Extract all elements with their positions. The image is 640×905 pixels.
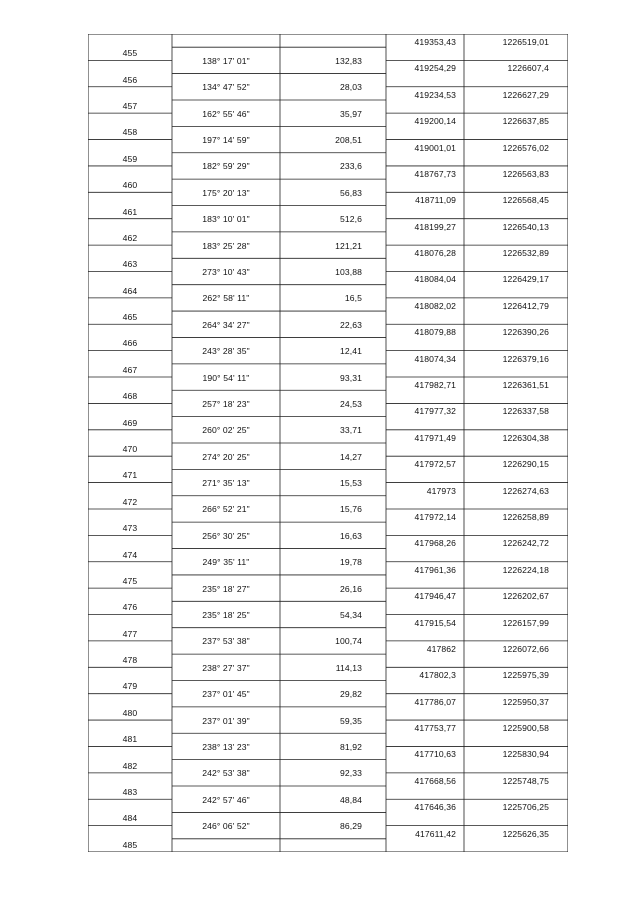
coord-y: 1226429,17 [502,274,549,285]
point-number: 476 [122,602,138,613]
direction-angle: 262° 58' 11" [202,293,250,304]
coord-x: 417646,36 [414,802,456,813]
coord-x: 418767,73 [414,168,456,179]
coord-x: 417968,26 [414,538,456,549]
segment-distance: 86,29 [339,821,362,832]
point-number: 483 [122,787,138,798]
point-number: 472 [122,496,138,507]
segment-distance: 29,82 [339,689,362,700]
point-number: 455 [122,48,138,59]
coord-y: 1226072,66 [502,643,549,654]
point-number: 461 [122,206,138,217]
segment-distance: 16,5 [344,293,362,304]
direction-angle: 249° 35' 11" [202,557,250,568]
direction-angle: 243° 28' 35" [202,346,250,357]
coord-y: 1225975,39 [502,670,549,681]
coord-y: 1226540,13 [502,221,549,232]
direction-angle: 271° 35' 13" [202,478,250,489]
direction-angle: 183° 25' 28" [202,240,250,251]
segment-distance: 100,74 [335,636,362,647]
direction-angle: 237° 53' 38" [202,636,250,647]
coord-x: 417753,77 [414,723,456,734]
segment-distance: 92,33 [339,768,362,779]
point-number: 460 [122,180,138,191]
point-number: 458 [122,127,138,138]
point-number: 480 [122,707,138,718]
segment-distance: 33,71 [339,425,362,436]
coord-x: 419200,14 [414,116,456,127]
point-number: 467 [122,364,138,375]
direction-angle: 242° 53' 38" [202,768,250,779]
segment-distance: 103,88 [335,266,362,277]
segment-distance: 28,03 [339,82,362,93]
point-number: 478 [122,655,138,666]
point-number: 473 [122,523,138,534]
coord-y: 1226258,89 [502,511,549,522]
coordinate-table [88,34,568,852]
point-number: 459 [122,153,138,164]
coord-x: 417972,57 [414,459,456,470]
coord-y: 1226576,02 [502,142,549,153]
coord-y: 1226337,58 [502,406,549,417]
direction-angle: 175° 20' 13" [202,187,250,198]
coord-x: 417973 [426,485,456,496]
coord-x: 417972,14 [414,511,456,522]
coord-x: 417786,07 [414,696,456,707]
segment-distance: 114,13 [335,662,362,673]
coord-x: 418711,09 [415,195,456,206]
point-number: 457 [122,100,138,111]
coord-x: 418079,88 [414,327,456,338]
direction-angle: 256° 30' 25" [202,530,250,541]
segment-distance: 132,83 [335,55,362,66]
direction-angle: 237° 01' 39" [202,715,250,726]
coord-x: 417862 [426,643,456,654]
point-number: 465 [122,312,138,323]
coord-y: 1226412,79 [502,300,549,311]
direction-angle: 238° 13' 23" [202,741,250,752]
direction-angle: 197° 14' 59" [202,135,250,146]
coord-y: 1225626,35 [502,828,549,839]
coord-x: 418199,27 [414,221,456,232]
coord-x: 419353,43 [414,37,456,47]
coord-y: 1226290,15 [502,459,549,470]
direction-angle: 134° 47' 52" [202,82,250,93]
coord-y: 1226390,26 [502,327,549,338]
coord-x: 417802,3 [419,670,456,681]
coord-y: 1226224,18 [502,564,549,575]
segment-distance: 15,53 [339,478,362,489]
point-number: 462 [122,232,138,243]
segment-distance: 19,78 [339,557,362,568]
point-number: 456 [122,74,138,85]
point-number: 485 [122,839,138,850]
direction-angle: 273° 10' 43" [202,266,250,277]
direction-angle: 274° 20' 25" [202,451,250,462]
coord-x: 417710,63 [414,749,456,760]
segment-distance: 81,92 [339,741,362,752]
coord-x: 417946,47 [414,591,456,602]
coord-x: 419234,53 [414,89,456,100]
segment-distance: 22,63 [339,319,362,330]
coord-x: 419001,01 [414,142,456,153]
segment-distance: 233,6 [339,161,362,172]
coord-y: 1225830,94 [502,749,549,760]
segment-distance: 26,16 [339,583,362,594]
coord-x: 418082,02 [414,300,456,311]
segment-distance: 35,97 [339,108,362,119]
coord-x: 418074,34 [414,353,456,364]
point-number: 470 [122,444,138,454]
coord-x: 417982,71 [414,380,456,391]
coord-y: 1226563,83 [502,168,549,179]
point-number: 464 [122,285,138,296]
direction-angle: 138° 17' 01" [202,55,250,66]
point-number: 475 [122,575,138,586]
coord-x: 417977,32 [414,406,456,417]
segment-distance: 512,6 [339,214,362,225]
segment-distance: 15,76 [339,504,362,515]
coord-y: 1226532,89 [502,248,549,259]
direction-angle: 266° 52' 21" [202,504,250,515]
direction-angle: 183° 10' 01" [202,214,250,225]
direction-angle: 242° 57' 46" [202,794,250,805]
point-number: 474 [122,549,138,560]
coord-y: 1226304,38 [502,432,549,443]
coord-x: 417915,54 [414,617,456,628]
coord-y: 1226157,99 [502,617,549,628]
coord-y: 1226274,63 [502,485,549,496]
coord-y: 1226379,16 [502,353,549,364]
direction-angle: 235° 18' 27" [202,583,250,594]
direction-angle: 260° 02' 25" [202,425,250,436]
direction-angle: 190° 54' 11" [202,372,250,383]
coord-y: 1226519,01 [502,37,549,47]
segment-distance: 54,34 [339,610,362,621]
direction-angle: 237° 01' 45" [202,689,250,700]
direction-angle: 182° 59' 29" [202,161,250,172]
coord-x: 419254,29 [414,63,456,74]
point-number: 469 [122,417,138,428]
coord-y: 1226627,29 [502,89,549,100]
coord-y: 1225900,58 [502,723,549,734]
point-number: 468 [122,391,138,402]
segment-distance: 208,51 [335,135,362,146]
segment-distance: 14,27 [339,451,362,462]
segment-distance: 48,84 [339,794,362,805]
segment-distance: 56,83 [339,187,362,198]
coord-x: 417611,42 [415,828,456,839]
coord-x: 417971,49 [414,432,456,443]
segment-distance: 93,31 [339,372,362,383]
coord-y: 1226361,51 [502,380,549,391]
point-number: 471 [122,470,138,481]
coord-x: 417668,56 [414,775,456,786]
coord-y: 1226242,72 [502,538,549,549]
coord-y: 1226568,45 [502,195,549,206]
point-number: 481 [122,734,138,745]
point-number: 484 [122,813,138,824]
point-number: 482 [122,760,138,771]
segment-distance: 16,63 [339,530,362,541]
coord-x: 418076,28 [414,248,456,259]
point-number: 477 [122,628,138,639]
direction-angle: 238° 27' 37" [202,662,250,673]
point-number: 479 [122,681,138,692]
coord-y: 1225748,75 [502,775,549,786]
direction-angle: 235° 18' 25" [202,610,250,621]
direction-angle: 264° 34' 27" [202,319,250,330]
coord-y: 1225950,37 [502,696,549,707]
point-number: 466 [122,338,138,349]
segment-distance: 24,53 [339,398,362,409]
segment-distance: 59,35 [339,715,362,726]
direction-angle: 246° 06' 52" [202,821,250,832]
segment-distance: 12,41 [339,346,362,357]
segment-distance: 121,21 [335,240,362,251]
coord-x: 418084,04 [414,274,456,285]
direction-angle: 257° 18' 23" [202,398,250,409]
coord-y: 1226607,4 [507,63,549,74]
coord-y: 1225706,25 [502,802,549,813]
direction-angle: 162° 55' 46" [202,108,250,119]
point-number: 463 [122,259,138,270]
coord-y: 1226202,67 [502,591,549,602]
coord-x: 417961,36 [414,564,456,575]
coord-y: 1226637,85 [502,116,549,127]
